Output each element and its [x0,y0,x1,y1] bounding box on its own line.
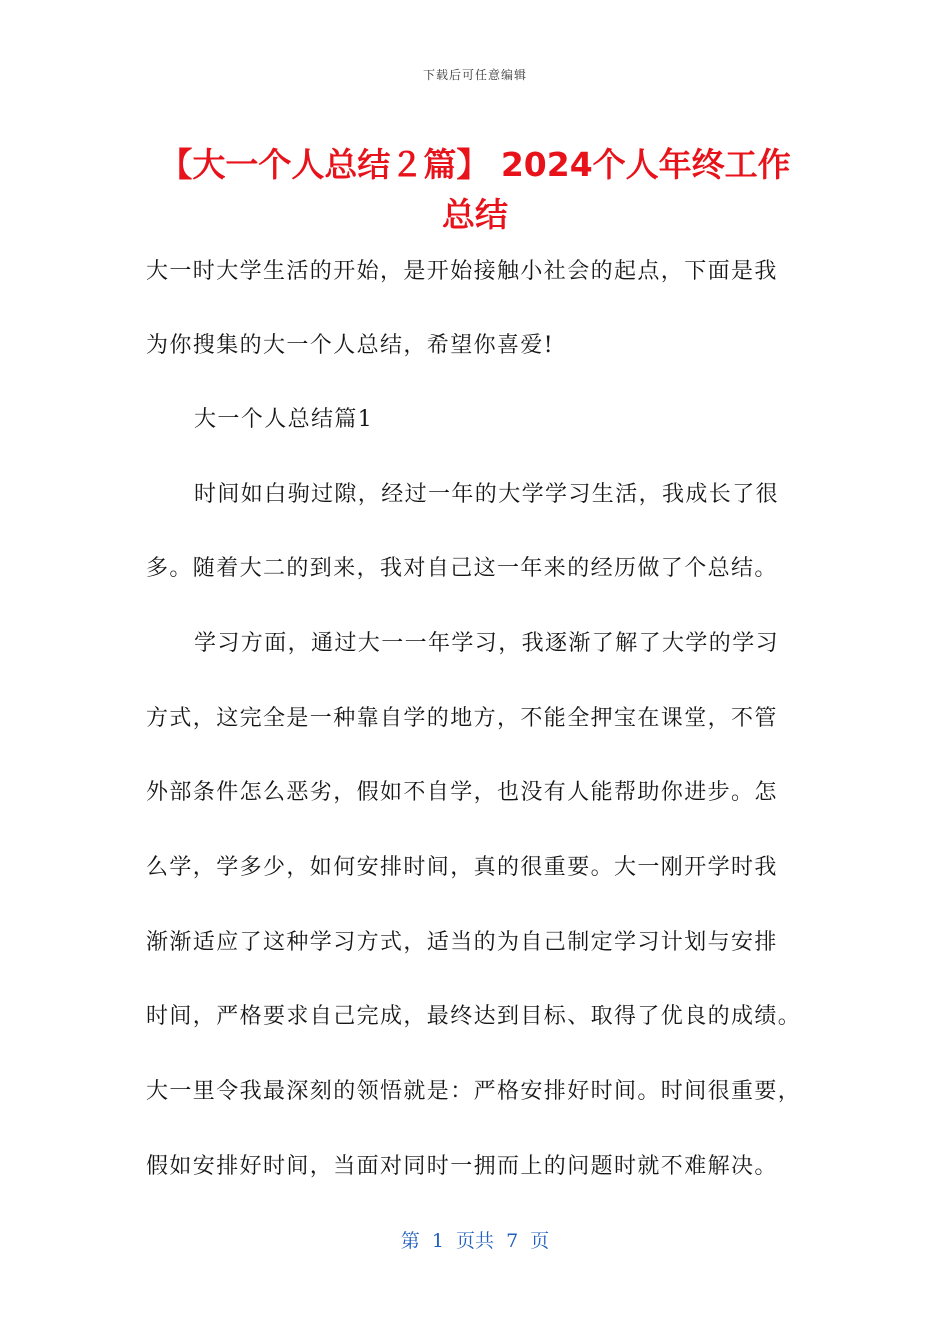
paragraph-line: 多。随着大二的到来，我对自己这一年来的经历做了个总结。 [146,556,778,581]
document-title [110,140,840,240]
paragraph-line: 时间如白驹过隙，经过一年的大学学习生活，我成长了很 [194,482,780,507]
page-number: 第 1 页共 7 页 [400,1230,550,1252]
paragraph-line: 大一时大学生活的开始，是开始接触小社会的起点，下面是我 [146,259,778,284]
section-heading: 大一个人总结篇1 [194,407,374,432]
title-line-2: 总结 [442,195,508,234]
paragraph-line: 为你搜集的大一个人总结，希望你喜爱! [146,333,555,358]
paragraph-line: 方式，这完全是一种靠自学的地方，不能全押宝在课堂，不管 [146,706,778,731]
paragraph-line: 假如安排好时间，当面对同时一拥而上的问题时就不难解决。 [146,1154,778,1179]
paragraph-line: 外部条件怎么恶劣，假如不自学，也没有人能帮助你进步。怎 [146,780,778,805]
title-line-1: 【大一个人总结２篇】 2024个人年终工作 [159,145,791,184]
paragraph-line: 大一里令我最深刻的领悟就是：严格安排好时间。时间很重要， [146,1079,802,1104]
paragraph-line: 么学，学多少，如何安排时间，真的很重要。大一刚开学时我 [146,855,778,880]
paragraph-line: 渐渐适应了这种学习方式，适当的为自己制定学习计划与安排 [146,930,778,955]
header-note: 下载后可任意编辑 [422,68,527,82]
paragraph-line: 时间，严格要求自己完成，最终达到目标、取得了优良的成绩。 [146,1004,802,1029]
paragraph-line: 学习方面，通过大一一年学习，我逐渐了解了大学的学习 [194,631,780,656]
